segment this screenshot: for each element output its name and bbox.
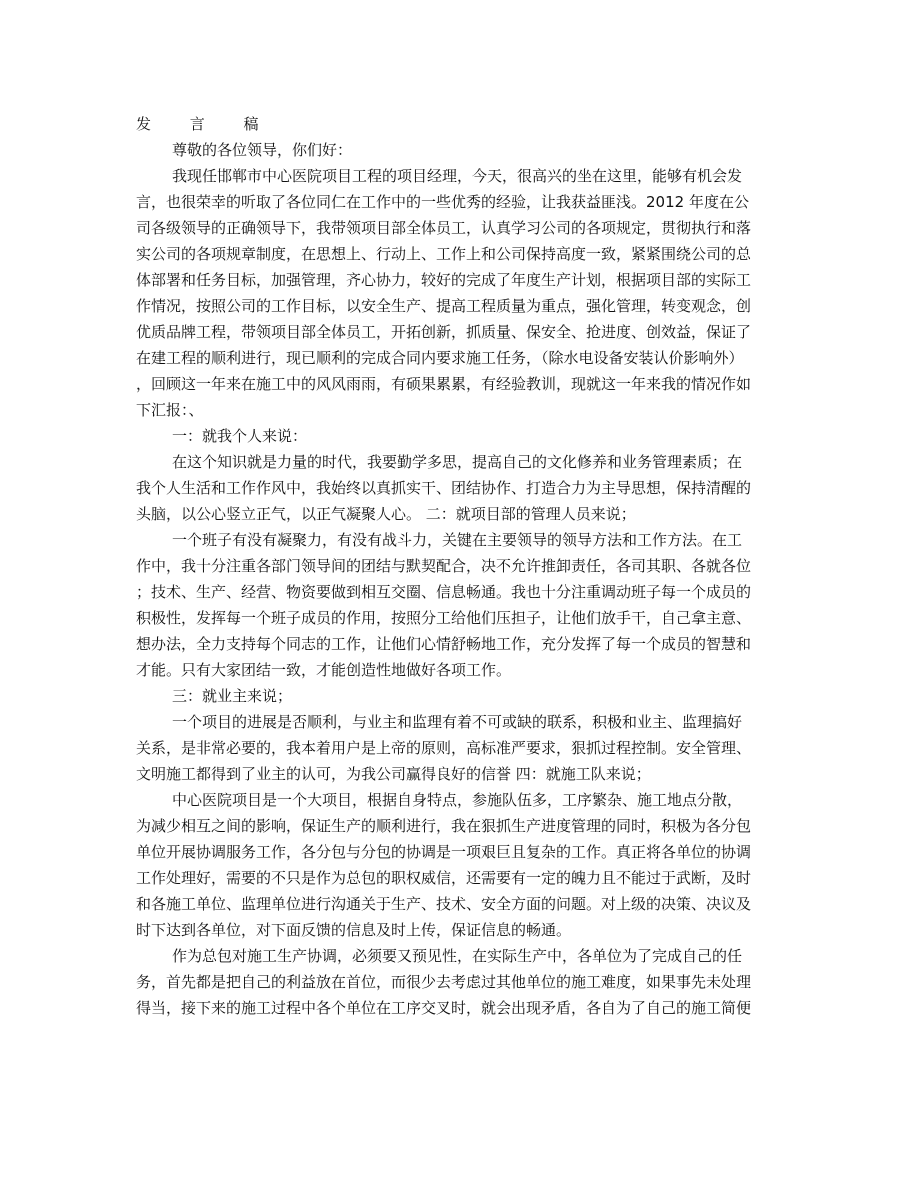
text-line: 作为总包对施工生产协调，必须要又预见性，在实际生产中，各单位为了完成自己的任 (172, 947, 743, 965)
text-line: 头脑，以公心竖立正气，以正气凝聚人心。 二：就项目部的管理人员来说； (136, 505, 636, 523)
text-line: 在建工程的顺利进行，现已顺利的完成合同内要求施工任务，（除水电设备安装认价影响外） (136, 349, 744, 367)
text-line: 我个人生活和工作作风中，我始终以真抓实干、团结协作、打造合力为主导思想，保持清醒的 (136, 479, 752, 497)
text-line: 文明施工都得到了业主的认可，为我公司赢得良好的信誉 四：就施工队来说； (136, 765, 651, 783)
text-line: ，回顾这一年来在施工中的风风雨雨，有硕果累累，有经验教训，现就这一年来我的情况作如 (136, 375, 752, 393)
text-line: 一个项目的进展是否顺利，与业主和监理有着不可或缺的联系，积极和业主、监理搞好 (172, 713, 743, 731)
text-line: 司各级领导的正确领导下，我带领项目部全体员工，认真学习公司的各项规定，贯彻执行和落 (136, 219, 752, 237)
text-line: 时下达到各单位，对下面反馈的信息及时上传，保证信息的畅通。 (136, 921, 572, 939)
text-line: 务，首先都是把自己的利益放在首位，而很少去考虑过其他单位的施工难度，如果事先未处理 (136, 973, 752, 991)
text-line: 关系，是非常必要的，我本着用户是上帝的原则，高标准严要求，狠抓过程控制。安全管理、 (136, 739, 752, 757)
text-line: 三：就业主来说； (172, 687, 293, 705)
text-line: 中心医院项目是一个大项目，根据自身特点，参施队伍多，工序繁杂、施工地点分散， (172, 791, 743, 809)
text-line: 和各施工单位、监理单位进行沟通关于生产、技术、安全方面的问题。对上级的决策、决议及 (136, 895, 752, 913)
document-page (136, 111, 784, 1021)
text-line: 才能。只有大家团结一致，才能创造性地做好各项工作。 (136, 661, 512, 679)
text-line: 积极性，发挥每一个班子成员的作用，按照分工给他们压担子，让他们放手干，自己拿主意、 (136, 609, 752, 627)
text-line: 言，也很荣幸的听取了各位同仁在工作中的一些优秀的经验，让我获益匪浅。2012 年度在公 (136, 193, 749, 211)
text-line: 作情况，按照公司的工作目标，以安全生产、提高工程质量为重点，强化管理，转变观念，创 (136, 297, 752, 315)
text-line: 为减少相互之间的影响，保证生产的顺利进行，我在狠抓生产进度管理的同时，积极为各分包 (136, 817, 752, 835)
text-line: 优质品牌工程，带领项目部全体员工，开拓创新，抓质量、保安全、抢进度、创效益，保证了 (136, 323, 752, 341)
text-line: 一：就我个人来说： (172, 427, 308, 445)
text-line: 得当，接下来的施工过程中各个单位在工序交叉时，就会出现矛盾，各自为了自己的施工简便 (136, 999, 752, 1017)
text-line: 一个班子有没有凝聚力，有没有战斗力，关键在主要领导的领导方法和工作方法。在工 (172, 531, 743, 549)
text-line: ；技术、生产、经营、物资要做到相互交圈、信息畅通。我也十分注重调动班子每一个成员的 (136, 583, 752, 601)
text-line: 作中，我十分注重各部门领导间的团结与默契配合，决不允许推卸责任，各司其职、各就各位 (136, 557, 752, 575)
text-line: 单位开展协调服务工作，各分包与分包的协调是一项艰巨且复杂的工作。真正将各单位的协调 (136, 843, 752, 861)
text-line: 在这个知识就是力量的时代，我要勤学多思，提高自己的文化修养和业务管理素质；在 (172, 453, 743, 471)
text-line: 我现任邯郸市中心医院项目工程的项目经理，今天，很高兴的坐在这里，能够有机会发 (172, 167, 743, 185)
document-body (136, 137, 784, 1021)
document-title: 发 言 稿 (136, 115, 276, 133)
text-line: 尊敬的各位领导，你们好： (172, 141, 353, 159)
text-line: 体部署和任务目标，加强管理，齐心协力，较好的完成了年度生产计划，根据项目部的实际工 (136, 271, 752, 289)
text-line: 下汇报：、 (136, 401, 204, 419)
text-line: 工作处理好，需要的不只是作为总包的职权威信，还需要有一定的魄力且不能过于武断，及时 (136, 869, 752, 887)
text-line: 实公司的各项规章制度，在思想上、行动上、工作上和公司保持高度一致，紧紧围绕公司的总 (136, 245, 752, 263)
text-line: 想办法，全力支持每个同志的工作，让他们心情舒畅地工作，充分发挥了每一个成员的智慧和 (136, 635, 752, 653)
